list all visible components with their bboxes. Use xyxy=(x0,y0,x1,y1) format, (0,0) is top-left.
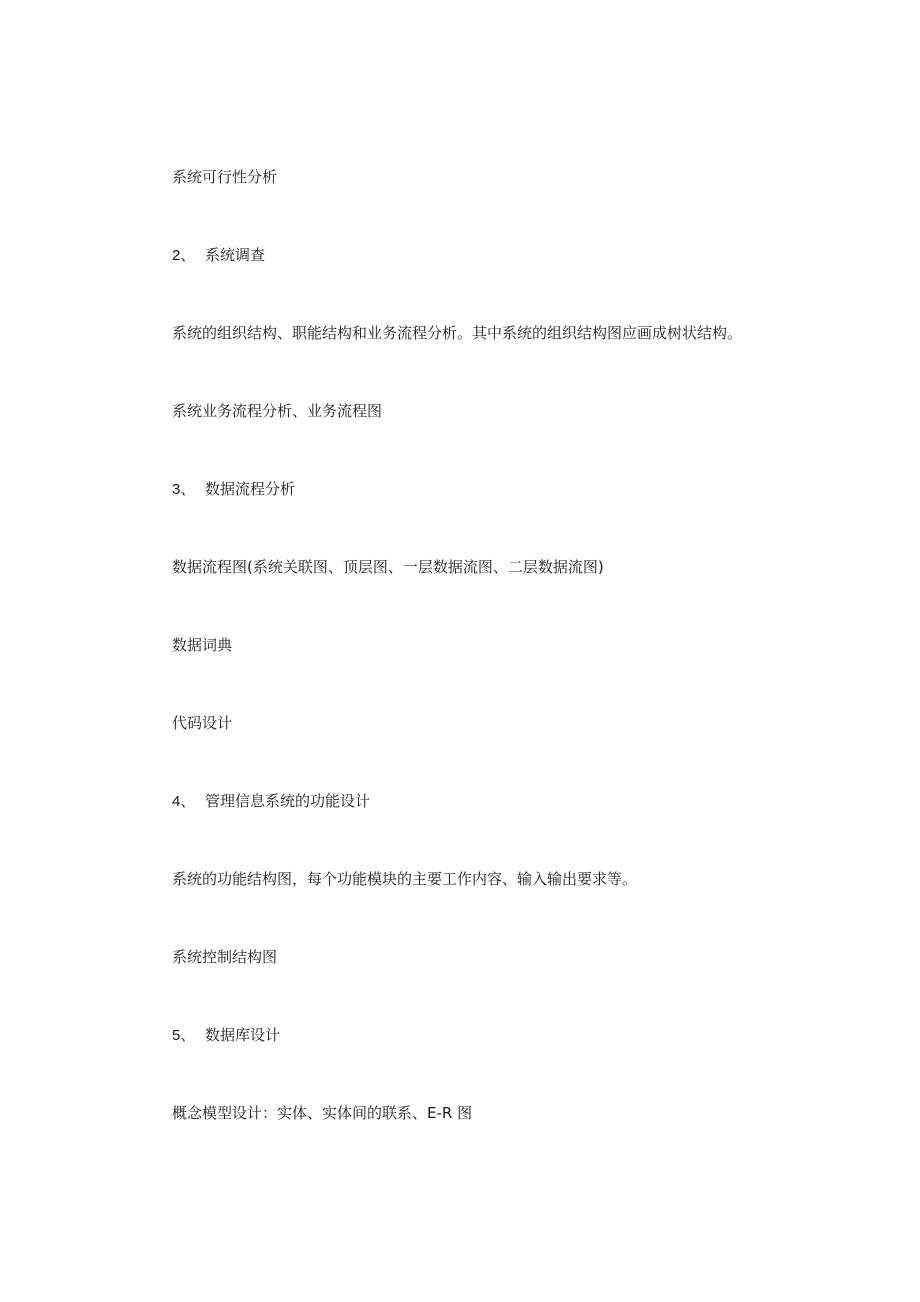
paragraph-control-structure xyxy=(172,947,277,967)
section-number: 2、 xyxy=(172,247,196,264)
paragraph-text: 系统的功能结构图，每个功能模块的主要工作内容、输入输出要求等。 xyxy=(172,870,638,888)
section-number: 3、 xyxy=(172,481,196,498)
paragraph-text: 系统可行性分析 xyxy=(172,168,278,186)
paragraph-text: 系统的组织结构、职能结构和业务流程分析。其中系统的组织结构图应画成树状结构。 xyxy=(172,324,743,342)
paragraph-text: 数据流程图(系统关联图、顶层图、一层数据流图、二层数据流图) xyxy=(172,558,604,576)
paragraph-code-design xyxy=(172,713,232,733)
paragraph-function-structure xyxy=(172,869,637,889)
paragraph-conceptual-model xyxy=(172,1103,472,1123)
paragraph-data-flow-diagram xyxy=(172,557,604,577)
section-title: 数据库设计 xyxy=(205,1026,281,1044)
paragraph-feasibility-analysis xyxy=(172,167,277,187)
paragraph-text: 概念模型设计：实体、实体间的联系、E-R 图 xyxy=(172,1104,473,1122)
section-title: 系统调查 xyxy=(205,246,266,264)
section-number: 5、 xyxy=(172,1027,196,1044)
section-heading-system-survey xyxy=(172,245,265,266)
paragraph-text: 代码设计 xyxy=(172,714,233,732)
paragraph-data-dictionary xyxy=(172,635,232,655)
paragraph-text: 系统业务流程分析、业务流程图 xyxy=(172,402,383,420)
paragraph-organization-structure xyxy=(172,323,742,343)
paragraph-business-flow xyxy=(172,401,382,421)
section-number: 4、 xyxy=(172,793,196,810)
paragraph-text: 系统控制结构图 xyxy=(172,948,278,966)
section-title: 管理信息系统的功能设计 xyxy=(205,792,371,810)
section-title: 数据流程分析 xyxy=(205,480,296,498)
section-heading-function-design xyxy=(172,791,370,812)
section-heading-database-design xyxy=(172,1025,280,1046)
section-heading-data-flow-analysis xyxy=(172,479,295,500)
paragraph-text: 数据词典 xyxy=(172,636,233,654)
